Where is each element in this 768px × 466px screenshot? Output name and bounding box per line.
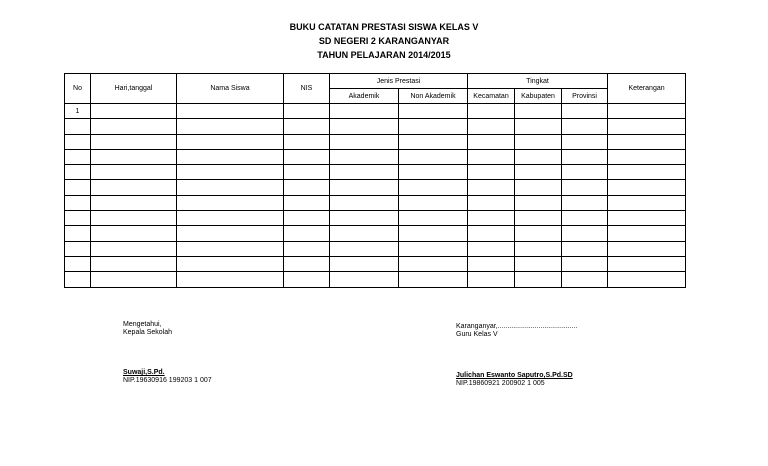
- table-row: [65, 195, 686, 210]
- table-cell: [177, 241, 284, 256]
- table-cell: [91, 241, 177, 256]
- table-row: [65, 272, 686, 287]
- table-cell: [177, 149, 284, 164]
- table-cell: [399, 119, 468, 134]
- table-cell: [608, 180, 686, 195]
- table-cell: [515, 134, 562, 149]
- table-cell: [468, 195, 515, 210]
- table-cell: [608, 119, 686, 134]
- table-cell: [515, 272, 562, 287]
- table-cell: [608, 211, 686, 226]
- table-cell: [562, 180, 608, 195]
- table-row: [65, 119, 686, 134]
- table-cell: [284, 180, 330, 195]
- header-no: No: [65, 74, 91, 104]
- title-line-1: BUKU CATATAN PRESTASI SISWA KELAS V: [289, 22, 479, 32]
- table-cell: [177, 256, 284, 271]
- row-number-cell: [65, 119, 91, 134]
- table-cell: [284, 211, 330, 226]
- table-cell: [562, 104, 608, 119]
- guru-kelas-label: Guru Kelas V: [456, 331, 498, 338]
- row-number-cell: [65, 195, 91, 210]
- title-line-3: TAHUN PELAJARAN 2014/2015: [317, 50, 451, 60]
- table-cell: [284, 226, 330, 241]
- header-hari-tanggal: Hari,tanggal: [91, 74, 177, 104]
- table-cell: [515, 241, 562, 256]
- header-non-akademik: Non Akademik: [399, 89, 468, 104]
- table-cell: [399, 256, 468, 271]
- table-cell: [91, 134, 177, 149]
- signature-left-bottom: [123, 369, 212, 385]
- table-cell: [562, 241, 608, 256]
- table-row: [65, 226, 686, 241]
- table-cell: [177, 211, 284, 226]
- table-cell: [330, 226, 399, 241]
- table-cell: [608, 165, 686, 180]
- table-cell: [330, 195, 399, 210]
- table-cell: [399, 104, 468, 119]
- table-cell: [91, 165, 177, 180]
- table-cell: [608, 256, 686, 271]
- row-number-cell: [65, 165, 91, 180]
- table-cell: [608, 134, 686, 149]
- table-cell: [608, 226, 686, 241]
- row-number-cell: [65, 241, 91, 256]
- table-cell: [284, 256, 330, 271]
- table-cell: [330, 272, 399, 287]
- table-row: [65, 241, 686, 256]
- table-cell: [562, 165, 608, 180]
- table-cell: [91, 272, 177, 287]
- header-tingkat: Tingkat: [468, 74, 608, 89]
- table-cell: [562, 256, 608, 271]
- table-cell: [562, 119, 608, 134]
- header-jenis-prestasi: Jenis Prestasi: [330, 74, 468, 89]
- table-cell: [608, 195, 686, 210]
- header-keterangan: Keterangan: [608, 74, 686, 104]
- table-cell: [515, 104, 562, 119]
- table-cell: [608, 241, 686, 256]
- header-nis: NIS: [284, 74, 330, 104]
- table-row: [65, 165, 686, 180]
- table-cell: [91, 149, 177, 164]
- table-cell: [330, 165, 399, 180]
- table-cell: [399, 134, 468, 149]
- table-cell: [515, 195, 562, 210]
- teacher-name: Julichan Eswanto Saputro,S.Pd.SD: [456, 372, 573, 379]
- teacher-nip: NIP.19860921 200902 1 005: [456, 380, 545, 387]
- table-row: [65, 211, 686, 226]
- table-cell: [468, 272, 515, 287]
- table-cell: [91, 195, 177, 210]
- title-line-2: SD NEGERI 2 KARANGANYAR: [318, 36, 450, 46]
- table-cell: [330, 134, 399, 149]
- table-cell: [330, 256, 399, 271]
- table-cell: [284, 272, 330, 287]
- table-cell: [284, 104, 330, 119]
- table-cell: [468, 134, 515, 149]
- table-cell: [608, 104, 686, 119]
- table-cell: [177, 165, 284, 180]
- table-cell: [515, 226, 562, 241]
- document-title: [0, 20, 768, 62]
- table-cell: [399, 180, 468, 195]
- table-cell: [91, 226, 177, 241]
- row-number-cell: [65, 226, 91, 241]
- table-cell: [177, 195, 284, 210]
- table-cell: [330, 119, 399, 134]
- table-cell: [562, 211, 608, 226]
- table-cell: [284, 195, 330, 210]
- table-row: [65, 149, 686, 164]
- table-cell: [284, 165, 330, 180]
- place-date-label: Karanganyar,.........................................: [456, 323, 578, 330]
- table-cell: [468, 211, 515, 226]
- table-cell: [330, 104, 399, 119]
- table-row: [65, 256, 686, 271]
- table-cell: [562, 134, 608, 149]
- row-number-cell: [65, 211, 91, 226]
- table-cell: [284, 149, 330, 164]
- table-cell: [468, 165, 515, 180]
- table-cell: [515, 211, 562, 226]
- table-row: [65, 180, 686, 195]
- table-cell: [177, 180, 284, 195]
- mengetahui-label: Mengetahui,: [123, 321, 162, 328]
- row-number-cell: [65, 256, 91, 271]
- table-cell: [399, 272, 468, 287]
- table-cell: [91, 256, 177, 271]
- table-cell: [468, 241, 515, 256]
- table-cell: [284, 241, 330, 256]
- table-cell: [515, 180, 562, 195]
- header-akademik: Akademik: [330, 89, 399, 104]
- table-cell: [399, 241, 468, 256]
- header-kecamatan: Kecamatan: [468, 89, 515, 104]
- table-cell: [284, 119, 330, 134]
- table-cell: [284, 134, 330, 149]
- table-cell: [562, 195, 608, 210]
- signature-left-top: [123, 321, 172, 337]
- table-cell: [562, 149, 608, 164]
- table-cell: [562, 226, 608, 241]
- table-body: [65, 104, 686, 288]
- table-cell: [608, 149, 686, 164]
- table-cell: [399, 226, 468, 241]
- header-provinsi: Provinsi: [562, 89, 608, 104]
- table-cell: [399, 211, 468, 226]
- table-row: [65, 134, 686, 149]
- row-number-cell: [65, 149, 91, 164]
- table-cell: [608, 272, 686, 287]
- table-cell: [515, 149, 562, 164]
- table-cell: [515, 119, 562, 134]
- table-cell: [330, 180, 399, 195]
- table-cell: [399, 195, 468, 210]
- table-row: [65, 104, 686, 119]
- kepala-sekolah-label: Kepala Sekolah: [123, 329, 173, 336]
- table-cell: [515, 165, 562, 180]
- table-cell: [330, 149, 399, 164]
- achievement-table: [64, 73, 686, 288]
- table-cell: [91, 104, 177, 119]
- row-number-cell: [65, 134, 91, 149]
- table-cell: [91, 119, 177, 134]
- table-cell: [468, 226, 515, 241]
- row-number-cell: 1: [65, 104, 91, 119]
- table-cell: [468, 149, 515, 164]
- table-cell: [177, 134, 284, 149]
- table-cell: [177, 272, 284, 287]
- table-cell: [468, 180, 515, 195]
- table-cell: [177, 226, 284, 241]
- header-nama-siswa: Nama Siswa: [177, 74, 284, 104]
- table-cell: [399, 149, 468, 164]
- signature-right-top: [456, 323, 577, 339]
- table-cell: [91, 180, 177, 195]
- signature-right-bottom: [456, 372, 573, 388]
- table-cell: [91, 211, 177, 226]
- table-cell: [177, 119, 284, 134]
- headmaster-nip: NIP.19630916 199203 1 007: [123, 377, 212, 384]
- table-cell: [468, 104, 515, 119]
- headmaster-name: Suwaji,S.Pd.: [123, 369, 165, 376]
- table-cell: [399, 165, 468, 180]
- table-cell: [330, 211, 399, 226]
- table-cell: [515, 256, 562, 271]
- row-number-cell: [65, 272, 91, 287]
- table-cell: [468, 119, 515, 134]
- row-number-cell: [65, 180, 91, 195]
- table-cell: [562, 272, 608, 287]
- table-cell: [177, 104, 284, 119]
- header-kabupaten: Kabupaten: [515, 89, 562, 104]
- table-cell: [468, 256, 515, 271]
- table-cell: [330, 241, 399, 256]
